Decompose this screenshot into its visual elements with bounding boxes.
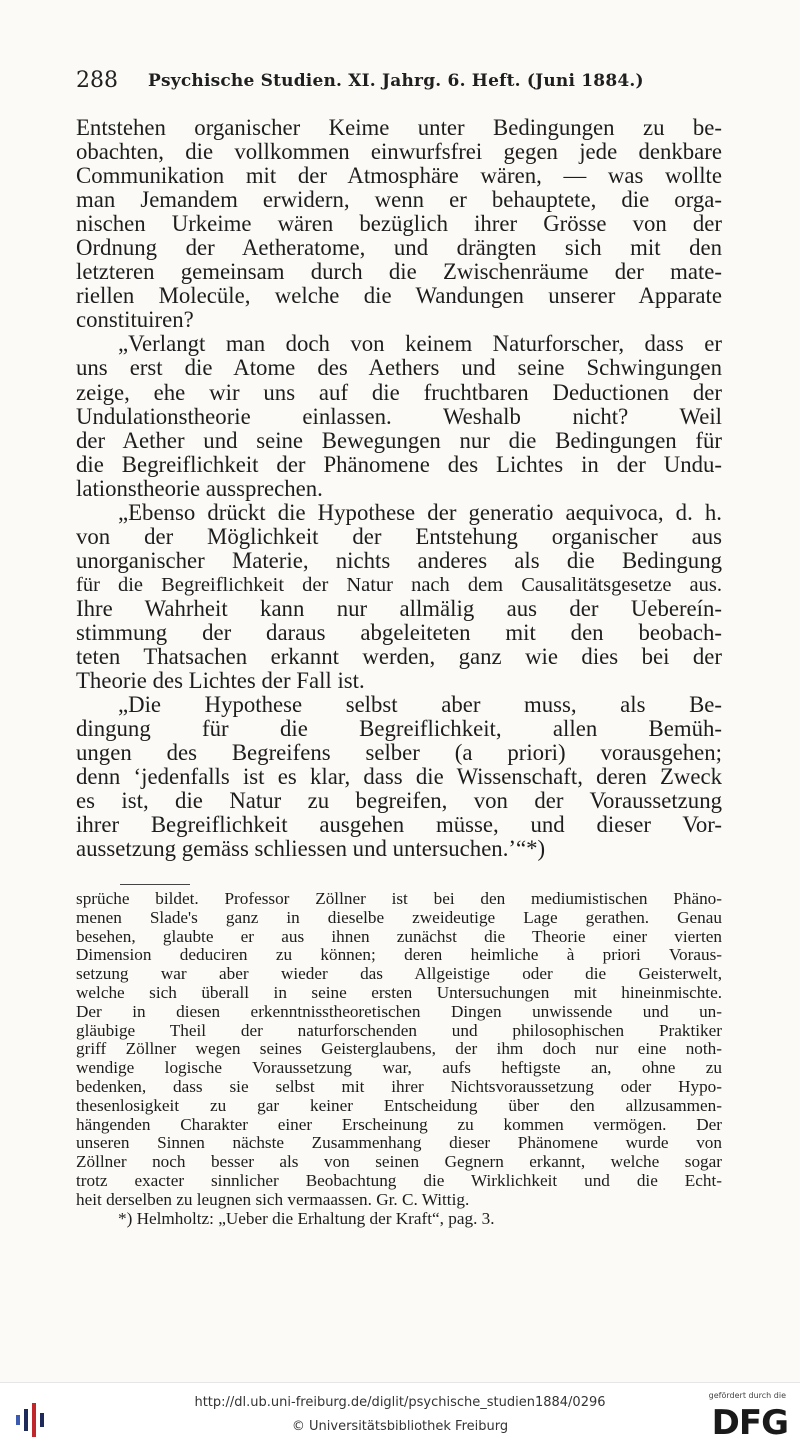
running-title: Psychische Studien. XI. Jahrg. 6. Heft. (Juni 1884.) — [148, 71, 644, 91]
body-text — [76, 116, 722, 861]
dfg-logo — [702, 1391, 788, 1447]
footnote-line: trotz exacter sinnlicher Beobachtung die Wirklichkeit und die Echt- — [76, 1171, 722, 1190]
body-line: unorganischer Materie, nichts anderes als die Bedingung — [76, 548, 722, 573]
body-line: constituiren? — [76, 308, 194, 333]
body-line: Ordnung der Aetheratome, und drängten sich mit den — [76, 236, 722, 261]
source-url[interactable]: http://dl.ub.uni-freiburg.de/diglit/psychische_studien1884/0296 — [194, 1395, 606, 1410]
body-line: stimmung der daraus abgeleiteten mit den beobach- — [76, 620, 722, 645]
body-line: man Jemandem erwidern, wenn er behauptete, die orga- — [76, 188, 722, 213]
footnote-divider — [120, 884, 190, 885]
page-header — [76, 68, 726, 102]
body-line: Theorie des Lichtes der Fall ist. — [76, 669, 365, 694]
footnote-line: wendige logische Voraussetzung war, aufs heftigste an, ohne zu — [76, 1059, 722, 1078]
page-number: 288 — [76, 68, 118, 93]
body-line: ihrer Begreiflichkeit ausgehen müsse, und dieser Vor- — [76, 813, 722, 838]
footnote-line: besehen, glaubte er aus ihnen zunächst die Theorie einer vierten — [76, 927, 722, 946]
footnote-signature-line: heit derselben zu leugnen sich vermaassen. Gr. C. Wittig. — [76, 1190, 470, 1209]
body-line: für die Begreiflichkeit der Natur nach dem Causalitätsgesetze aus. — [76, 573, 722, 596]
body-line: aussetzung gemäss schliessen und untersuchen.’“*) — [76, 837, 546, 862]
body-line: Communikation mit der Atmosphäre wären, — was wollte — [76, 164, 722, 189]
footnote-line: thesenlosigkeit zu gar keiner Entscheidung über den allzusammen- — [76, 1096, 722, 1115]
footnote-line: bedenken, dass sie selbst mit ihrer Nichtsvoraussetzung oder Hypo- — [76, 1077, 722, 1096]
viewer-footer — [0, 1382, 800, 1452]
body-line: Undulationstheorie einlassen. Weshalb nicht? Weil — [76, 404, 722, 429]
footnote-line: Zöllner noch besser als von seinen Gegnern erkannt, welche sogar — [76, 1153, 722, 1172]
body-line: von der Möglichkeit der Entstehung organischer aus — [76, 524, 722, 549]
footnote-line: menen Slade's ganz in dieselbe zweideutige Lage gerathen. Genau — [76, 908, 722, 927]
body-line: nischen Urkeime wären bezüglich ihrer Grösse von der — [76, 212, 722, 237]
dfg-wordmark: DFG — [711, 1403, 788, 1443]
body-line: der Aether und seine Bewegungen nur die Bedingungen für — [76, 428, 722, 453]
body-line: riellen Molecüle, welche die Wandungen unserer Apparate — [76, 284, 722, 309]
body-line: uns erst die Atome des Aethers und seine Schwingungen — [76, 356, 722, 381]
body-line: die Begreiflichkeit der Phänomene des Lichtes in der Undu- — [76, 452, 722, 477]
body-line: letzteren gemeinsam durch die Zwischenräume der mate- — [76, 260, 722, 285]
footnote-line: setzung war aber wieder das Allgeistige oder die Geisterwelt, — [76, 965, 722, 984]
footnote-line: Dimension deduciren zu können; deren heimliche à priori Voraus- — [76, 946, 722, 965]
body-line: teten Thatsachen erkannt werden, ganz wie dies bei der — [76, 645, 722, 670]
body-line: denn ‘jedenfalls ist es klar, dass die Wissenschaft, deren Zweck — [76, 765, 722, 790]
footnote-line: gläubige Theil der naturforschenden und philosophischen Praktiker — [76, 1021, 722, 1040]
body-line: Entstehen organischer Keime unter Bedingungen zu be- — [76, 116, 722, 140]
dfg-funding-note: gefördert durch die — [708, 1391, 786, 1400]
footnote-helmholtz: *) Helmholtz: „Ueber die Erhaltung der Kraft“, pag. 3. — [118, 1209, 495, 1228]
body-line: dingung für die Begreiflichkeit, allen Bemüh- — [76, 717, 722, 742]
footnote-line: unseren Sinnen nächste Zusammenhang dieser Phänomene wurde von — [76, 1134, 722, 1153]
body-line: „Die Hypothese selbst aber muss, als Be- — [118, 693, 722, 718]
body-line: „Ebenso drückt die Hypothese der generatio aequivoca, d. h. — [118, 500, 722, 525]
footnote-line: welche sich überall in seine ersten Untersuchungen mit hineinmischte. — [76, 983, 722, 1002]
body-line: zeige, ehe wir uns auf die fruchtbaren Deductionen der — [76, 380, 722, 405]
body-line: lationstheorie aussprechen. — [76, 476, 323, 501]
footnote-line: griff Zöllner wegen seines Geisterglaubens, der ihm doch nur eine noth- — [76, 1040, 722, 1059]
body-line: Ihre Wahrheit kann nur allmälig aus der Uebereín- — [76, 596, 722, 621]
body-line: „Verlangt man doch von keinem Naturforscher, dass er — [118, 332, 722, 357]
body-line: es ist, die Natur zu begreifen, von der Voraussetzung — [76, 789, 722, 814]
footnote-line: Der in diesen erkenntnisstheoretischen Dingen unwissende und un- — [76, 1002, 722, 1021]
copyright-notice: © Universitätsbibliothek Freiburg — [291, 1419, 509, 1434]
footnote-line: sprüche bildet. Professor Zöllner ist bei den mediumistischen Phäno- — [76, 890, 722, 908]
footnotes — [76, 890, 722, 1228]
body-line: obachten, die vollkommen einwurfsfrei gegen jede denkbare — [76, 140, 722, 165]
body-line: ungen des Begreifens selber (a priori) vorausgehen; — [76, 741, 722, 766]
footnote-line: hängenden Charakter einer Erscheinung zu kommen vermögen. Der — [76, 1115, 722, 1134]
